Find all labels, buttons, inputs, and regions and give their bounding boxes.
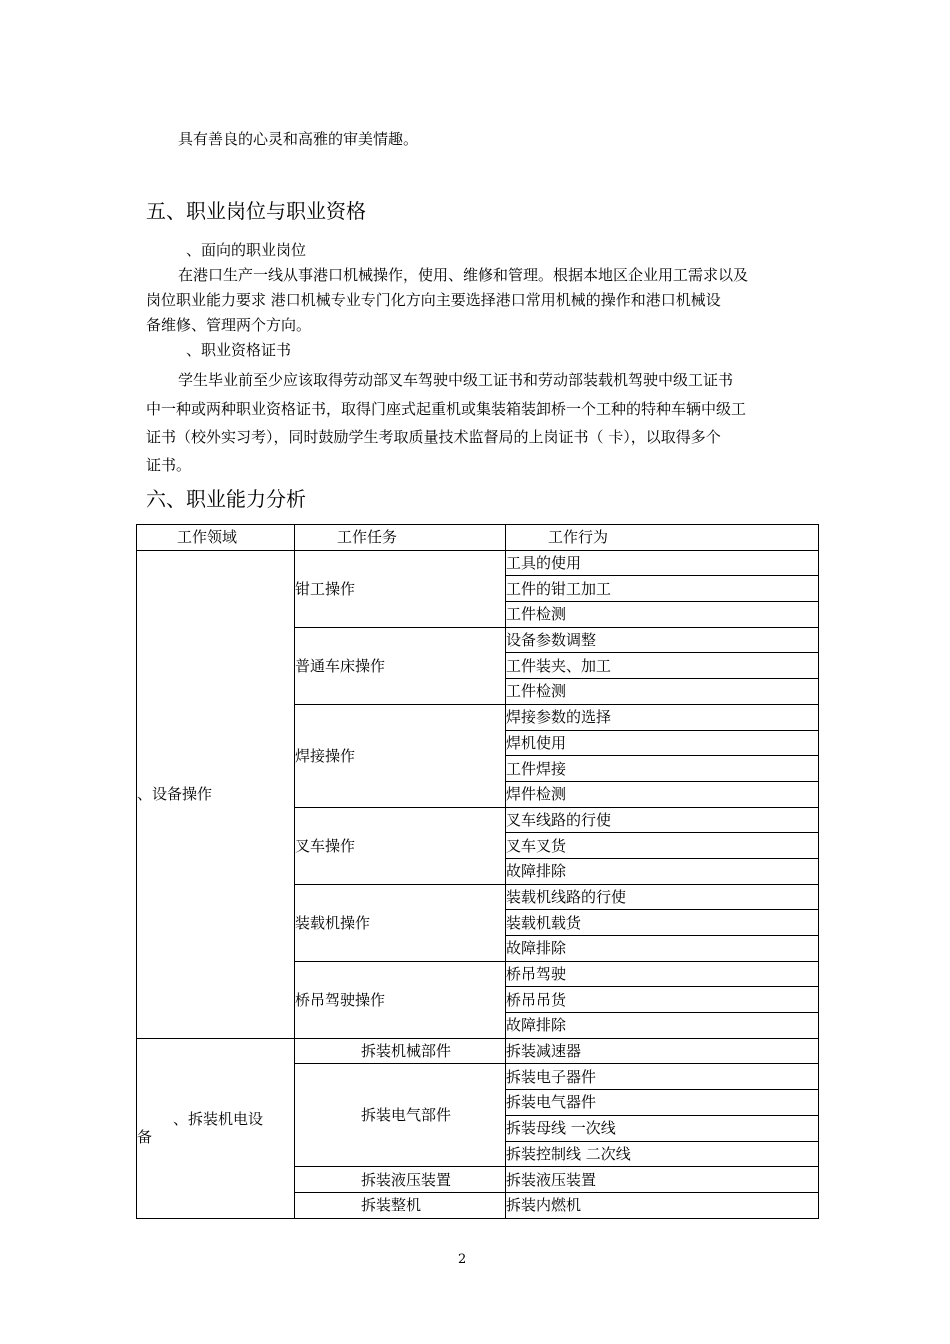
section-5-title: 五、职业岗位与职业资格 <box>146 199 366 223</box>
intro-line: 具有善良的心灵和高雅的审美情趣。 <box>178 130 419 148</box>
header-work-domain: 工作领域 <box>137 525 295 551</box>
table-header-row <box>137 525 819 551</box>
task-cell: 普通车床操作 <box>295 627 506 704</box>
action-cell: 拆装电子器件 <box>506 1064 819 1090</box>
paragraph-line: 证书。 <box>146 456 192 474</box>
action-cell: 设备参数调整 <box>506 627 819 653</box>
action-cell: 故障排除 <box>506 1013 819 1039</box>
header-work-task: 工作任务 <box>295 525 506 551</box>
task-cell: 叉车操作 <box>295 807 506 884</box>
task-cell: 焊接操作 <box>295 704 506 807</box>
action-cell: 拆装液压装置 <box>506 1167 819 1193</box>
paragraph-line: 中一种或两种职业资格证书，取得门座式起重机或集装箱装卸桥一个工种的特种车辆中级工 <box>146 400 747 418</box>
task-cell: 桥吊驾驶操作 <box>295 961 506 1038</box>
table-row <box>137 1038 819 1064</box>
page-number: 2 <box>458 1252 467 1267</box>
task-cell: 钳工操作 <box>295 550 506 627</box>
action-cell: 工件检测 <box>506 602 819 628</box>
action-cell: 拆装内燃机 <box>506 1192 819 1218</box>
action-cell: 工件的钳工加工 <box>506 576 819 602</box>
action-cell: 焊件检测 <box>506 781 819 807</box>
action-cell: 叉车叉货 <box>506 833 819 859</box>
paragraph-line: 学生毕业前至少应该取得劳动部叉车驾驶中级工证书和劳动部装载机驾驶中级工证书 <box>178 371 734 389</box>
task-cell: 装载机操作 <box>295 884 506 961</box>
action-cell: 装载机载货 <box>506 910 819 936</box>
task-cell: 拆装机械部件 <box>295 1038 506 1064</box>
section-6-title: 六、职业能力分析 <box>146 487 306 511</box>
action-cell: 桥吊驾驶 <box>506 961 819 987</box>
action-cell: 拆装减速器 <box>506 1038 819 1064</box>
header-work-action: 工作行为 <box>506 525 819 551</box>
paragraph-line: 证书（校外实习考），同时鼓励学生考取质量技术监督局的上岗证书（ 卡），以取得多个 <box>146 428 721 446</box>
task-cell: 拆装液压装置 <box>295 1167 506 1193</box>
domain-disassembly-line2: 备 <box>137 1128 153 1147</box>
action-cell: 故障排除 <box>506 858 819 884</box>
paragraph-line: 在港口生产一线从事港口机械操作，使用、维修和管理。根据本地区企业用工需求以及 <box>178 266 749 284</box>
action-cell: 桥吊吊货 <box>506 987 819 1013</box>
task-cell: 拆装电气部件 <box>295 1064 506 1167</box>
domain-equipment-operation: 、设备操作 <box>137 550 295 1038</box>
action-cell: 叉车线路的行使 <box>506 807 819 833</box>
action-cell: 工件装夹、加工 <box>506 653 819 679</box>
action-cell: 工件焊接 <box>506 756 819 782</box>
action-cell: 拆装控制线 二次线 <box>506 1141 819 1167</box>
action-cell: 工件检测 <box>506 679 819 705</box>
action-cell: 装载机线路的行使 <box>506 884 819 910</box>
task-cell: 拆装整机 <box>295 1192 506 1218</box>
ability-analysis-table <box>136 524 819 1219</box>
domain-disassembly <box>137 1038 295 1218</box>
action-cell: 拆装电气器件 <box>506 1090 819 1116</box>
domain-disassembly-line1: 、拆装机电设 <box>173 1110 264 1129</box>
action-cell: 工具的使用 <box>506 550 819 576</box>
action-cell: 焊机使用 <box>506 730 819 756</box>
subsection-certificates-title: 、职业资格证书 <box>186 341 292 359</box>
table-row <box>137 550 819 576</box>
action-cell: 故障排除 <box>506 936 819 962</box>
action-cell: 拆装母线 一次线 <box>506 1115 819 1141</box>
paragraph-line: 岗位职业能力要求 港口机械专业专门化方向主要选择港口常用机械的操作和港口机械设 <box>146 291 721 309</box>
action-cell: 焊接参数的选择 <box>506 704 819 730</box>
paragraph-line: 备维修、管理两个方向。 <box>146 316 312 334</box>
subsection-job-positions-title: 、面向的职业岗位 <box>186 241 307 259</box>
